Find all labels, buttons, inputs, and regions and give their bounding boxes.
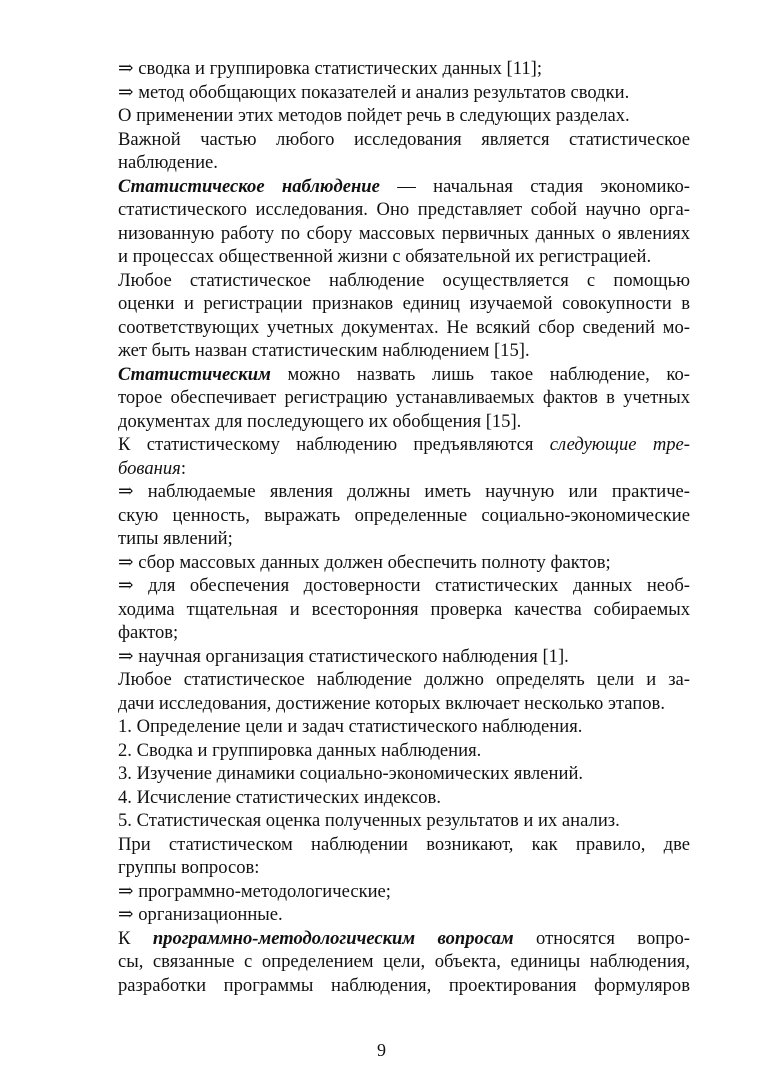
text-line: жет быть назван статистическим наблюдением [15]. [118,340,530,361]
text-line: дачи исследования, достижение которых включает несколько этапов. [118,692,665,714]
text-line: фактов; [118,622,179,643]
page-number: 9 [377,1040,386,1060]
text-fragment: относятся вопро- [513,927,690,949]
text-line: соответствующих учетных документах. Не всякий сбор сведений мо- [118,316,690,338]
text-line: типы явлений; [118,528,233,549]
list-item: 3. Изучение динамики социально-экономических явлений. [118,763,584,784]
bullet-item: ⇒ метод обобщающих показателей и анализ результатов сводки. [118,81,630,103]
text-line: разработки программы наблюдения, проектирования формуляров [118,974,690,996]
bullet-item: ⇒ организационные. [118,904,283,925]
definition-paragraph [73,927,690,998]
text-fragment: К [118,927,153,949]
text-line: Любое статистическое наблюдение должно определять цели и за- [118,669,690,690]
text-line [73,433,690,457]
bullet-item [73,574,690,645]
bullet-item [73,480,690,551]
paragraph [73,833,690,880]
text-line: скую ценность, выражать определенные социально-экономические [118,504,690,526]
text-line: группы вопросов: [118,857,260,878]
text-fragment: можно назвать лишь такое наблюдение, ко- [270,363,690,385]
bullet-item: ⇒ сводка и группировка статистических данных [11]; [118,58,542,79]
text-line: оценки и регистрации признаков единиц изучаемой совокупности в [118,293,690,314]
text-fragment: — начальная стадия экономико- [379,175,690,197]
bullet-item: ⇒ программно-методологические; [118,880,391,902]
defined-term: Статистическое наблюдение [118,175,380,197]
text-line: Любое статистическое наблюдение осуществляется с помощью [118,269,690,291]
paragraph [73,433,690,480]
list-item: 5. Статистическая оценка полученных результатов и их анализ. [118,810,620,831]
defined-term: Статистическим [118,363,271,385]
text-line [73,927,690,951]
text-line: сы, связанные с определением цели, объекта, единицы наблюдения, [118,951,690,972]
defined-term: программно-методологическим вопросам [152,927,514,949]
paragraph [73,128,690,175]
bullet-item: ⇒ научная организация статистического наблюдения [1]. [118,645,569,667]
bullet-item: ⇒ сбор массовых данных должен обеспечить полноту фактов; [118,551,611,573]
text-line: Важной частью любого исследования является статистическое [118,128,690,150]
text-fragment: К статистическому наблюдению предъявляются [118,434,550,455]
text-line [73,457,690,481]
text-line: торое обеспечивает регистрацию устанавливаемых фактов в учетных [118,387,690,408]
list-item: 4. Исчисление статистических индексов. [118,786,441,808]
text-line [73,175,690,199]
paragraph: О применении этих методов пойдет речь в следующих разделах. [118,105,630,126]
paragraph [73,269,690,363]
text-line: и процессах общественной жизни с обязательной их регистрацией. [118,246,652,267]
text-line: статистического исследования. Оно представляет собой научно орга- [118,199,690,220]
text-line: документах для последующего их обобщения [15]. [118,410,522,432]
text-line: низованную работу по сбору массовых первичных данных о явлениях [118,222,690,244]
paragraph [73,668,690,715]
list-item: 2. Сводка и группировка данных наблюдения. [118,739,482,761]
text-line [73,363,690,387]
list-item: 1. Определение цели и задач статистического наблюдения. [118,716,583,737]
definition-paragraph [73,175,690,269]
text-line: ⇒ наблюдаемые явления должны иметь научную или практиче- [118,481,690,502]
emphasized-text: бования [118,457,181,479]
text-fragment: : [180,457,186,479]
text-line: наблюдение. [118,152,218,173]
text-line: ⇒ для обеспечения достоверности статистических данных необ- [118,575,690,596]
body-text [73,57,690,997]
definition-paragraph [73,363,690,434]
text-line: ходима тщательная и всесторонняя проверка качества собираемых [118,598,690,620]
emphasized-text: следующие тре- [549,434,690,455]
text-line: При статистическом наблюдении возникают, как правило, две [118,833,690,855]
